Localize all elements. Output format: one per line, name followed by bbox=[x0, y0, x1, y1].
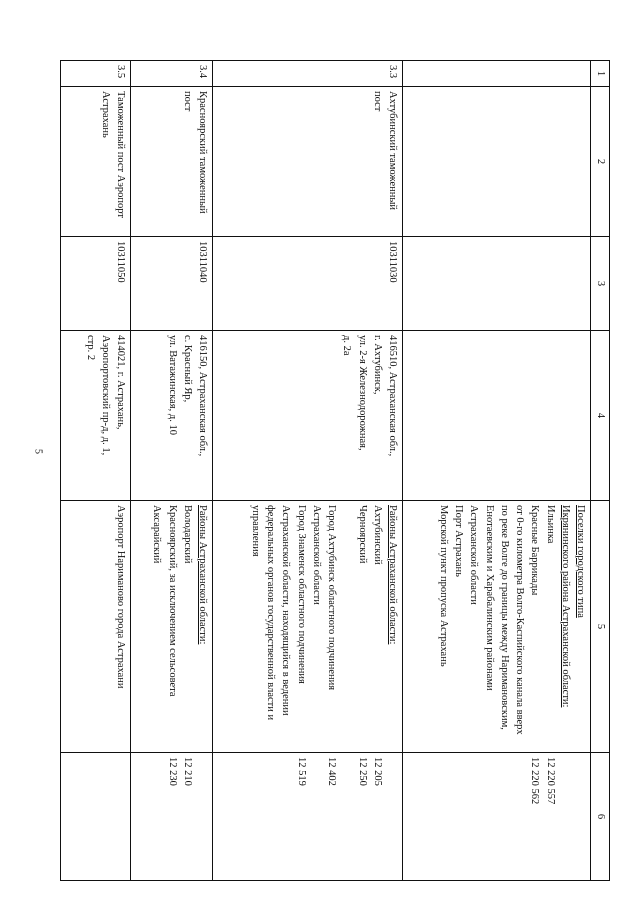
address-line: с. Красный Яр, bbox=[181, 335, 193, 403]
zone-item: Порт Астрахань bbox=[453, 505, 465, 577]
zone-item: Володарский bbox=[181, 505, 193, 564]
okato-code: 12 519 bbox=[295, 757, 307, 786]
zone-list bbox=[61, 501, 131, 753]
okato-code: 12 205 bbox=[371, 757, 383, 786]
zone-list bbox=[403, 501, 591, 753]
column-header: 1 bbox=[591, 61, 610, 87]
okato-code: 12 230 bbox=[166, 757, 178, 786]
address-line: г. Ахтубинск, bbox=[371, 335, 383, 395]
zone-item: Красноярский, за исключением сельсовета Аксарайский bbox=[151, 505, 178, 697]
post-address bbox=[403, 331, 591, 501]
row-number: 3.3 bbox=[213, 61, 403, 87]
okato-codes bbox=[61, 753, 131, 881]
row-number: 3.5 bbox=[61, 61, 131, 87]
zone-item: от 0-го километра Волго-Каспийского канала вверх по реке Волге до границы между Наримановским, Енотаевским и Харабалинским районами Астраханской области bbox=[468, 505, 526, 735]
post-name bbox=[403, 87, 591, 237]
post-name: Ахтубинский таможенный пост bbox=[213, 87, 403, 237]
address-line: Аэропортовский пр-д, д. 1, bbox=[99, 335, 111, 456]
zone-heading: Поселки городского типа bbox=[575, 505, 586, 618]
okato-code: 12 250 bbox=[356, 757, 368, 786]
table-row bbox=[403, 61, 591, 881]
row-number bbox=[403, 61, 591, 87]
column-header: 5 bbox=[591, 501, 610, 753]
post-name: Таможенный пост Аэропорт Астрахань bbox=[61, 87, 131, 237]
address-line: 416510, Астраханская обл., bbox=[387, 335, 398, 457]
okato-codes bbox=[403, 753, 591, 881]
column-header: 4 bbox=[591, 331, 610, 501]
post-code: 10311050 bbox=[61, 237, 131, 331]
zone-item: Город Знаменск областного подчинения Астраханской области, находящийся в ведении федеральных органов государственной власти и управления bbox=[250, 505, 307, 721]
zone-item: Ахтубинский bbox=[371, 505, 383, 565]
table-row bbox=[213, 61, 403, 881]
post-address bbox=[213, 331, 403, 501]
zone-item: Аэропорт Нариманово города Астрахани bbox=[115, 505, 126, 689]
post-address bbox=[131, 331, 213, 501]
post-address bbox=[61, 331, 131, 501]
okato-codes bbox=[131, 753, 213, 881]
okato-code: 12 220 562 bbox=[529, 757, 541, 805]
okato-code: 12 402 bbox=[326, 757, 338, 786]
okato-code: 12 210 bbox=[181, 757, 193, 786]
rotated-page bbox=[60, 60, 610, 880]
post-code: 10311030 bbox=[213, 237, 403, 331]
address-line: стр. 2 bbox=[84, 335, 96, 361]
table-row bbox=[131, 61, 213, 881]
customs-posts-table bbox=[60, 60, 610, 881]
zone-heading: Районы Астраханской области: bbox=[197, 505, 208, 645]
zone-item: Красные Баррикады bbox=[529, 505, 541, 596]
zone-list bbox=[213, 501, 403, 753]
address-line: ул. Ватажинская, д. 10 bbox=[166, 335, 178, 435]
zone-heading: Икрянинского района Астраханской области: bbox=[559, 505, 571, 708]
zone-heading: Районы Астраханской области: bbox=[387, 505, 398, 645]
okato-code: 12 220 557 bbox=[544, 757, 556, 805]
post-code bbox=[403, 237, 591, 331]
row-number: 3.4 bbox=[131, 61, 213, 87]
column-header: 2 bbox=[591, 87, 610, 237]
zone-item: Черноярский bbox=[356, 505, 368, 564]
post-code: 10311040 bbox=[131, 237, 213, 331]
zone-item: Морской пункт пропуска Астрахань bbox=[438, 505, 450, 667]
address-line: д. 2а bbox=[341, 335, 353, 356]
header-row bbox=[591, 61, 610, 881]
post-name: Красноярский таможенный пост bbox=[131, 87, 213, 237]
zone-list bbox=[131, 501, 213, 753]
page-number: 5 bbox=[32, 449, 44, 454]
zone-item: Город Ахтубинск областного подчинения Астраханской области bbox=[310, 505, 338, 691]
column-header: 3 bbox=[591, 237, 610, 331]
address-line: ул. 2-я Железнодорожная, bbox=[356, 335, 368, 451]
table-row bbox=[61, 61, 131, 881]
address-line: 414021, г. Астрахань, bbox=[115, 335, 126, 430]
column-header: 6 bbox=[591, 753, 610, 881]
zone-item: Ильинка bbox=[544, 505, 556, 544]
address-line: 416150, Астраханская обл., bbox=[197, 335, 208, 457]
okato-codes bbox=[213, 753, 403, 881]
